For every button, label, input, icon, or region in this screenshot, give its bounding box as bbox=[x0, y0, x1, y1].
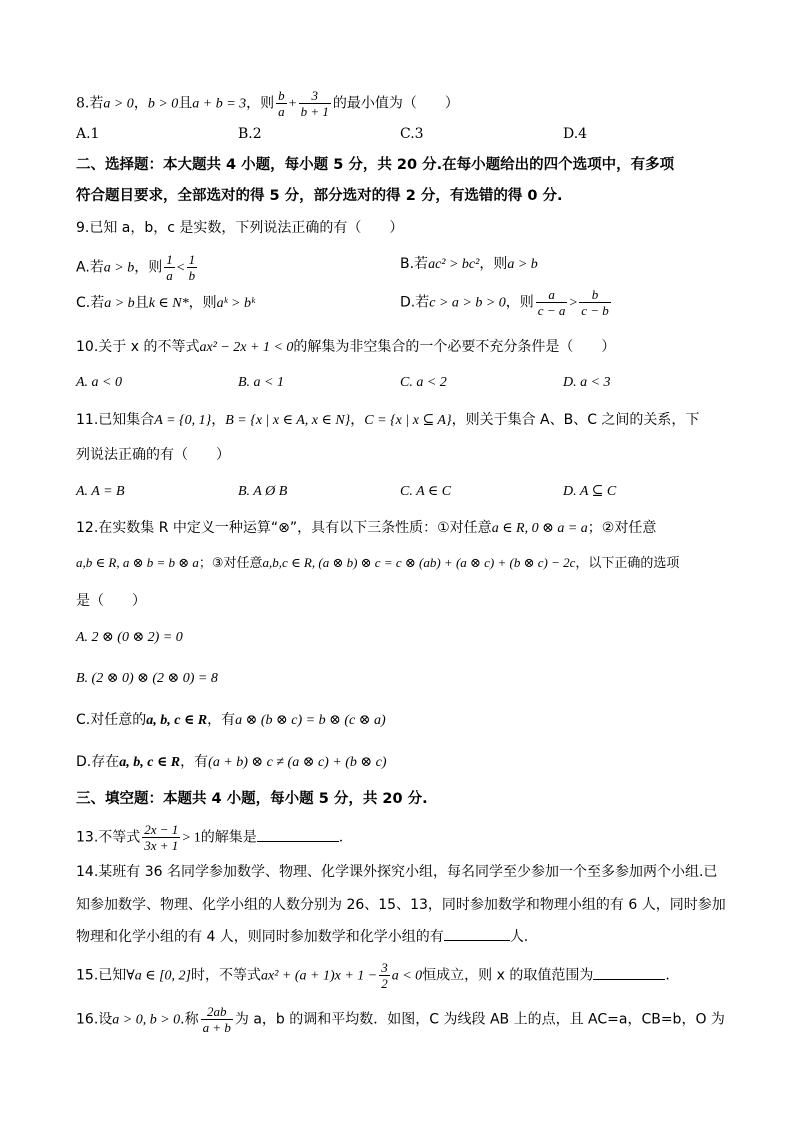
q15-stem: 15.已知∀a ∈ [0, 2]时，不等式ax² + (a + 1)x + 1 − $\frac{3}{2}$ a < 0恒成立，则 x 的取值范围为 . bbox=[76, 960, 670, 991]
q12-stem-line2: a,b ∈ R, a ⊗ b = b ⊗ a；③对任意a,b,c ∈ R, (a ⊗ b) ⊗ c = c ⊗ (ab) + (a ⊗ c) + (b ⊗ c) − 2c，以下正确的选项 bbox=[76, 555, 680, 571]
q8-fraction-3-over-b1: $\frac{3}{b + 1}$ bbox=[300, 88, 329, 119]
q10-option-b: B. a < 1 bbox=[238, 375, 284, 390]
q8-option-c: C.3 bbox=[400, 126, 424, 142]
q10-option-a: A. a < 0 bbox=[76, 375, 122, 390]
q12-stem-line3: 是（ ） bbox=[76, 593, 146, 609]
q11-option-b: B. A Ø B bbox=[238, 484, 288, 499]
q11-stem-line2: 列说法正确的有（ ） bbox=[76, 447, 230, 463]
q11-stem: 11.已知集合A = {0, 1}，B = {x | x ∈ A, x ∈ N}，C = {x | x ⊆ A}，则关于集合 A、B、C 之间的关系，下 bbox=[76, 412, 700, 428]
q11-option-c: C. A ∈ C bbox=[400, 484, 452, 499]
q10-stem: 10.关于 x 的不等式ax² − 2x + 1 < 0的解集为非空集合的一个必要不充分条件是（ ） bbox=[76, 339, 616, 355]
q13-answer-blank[interactable] bbox=[257, 841, 339, 842]
q8-fraction-b-over-a: $\frac{b}{a}$ bbox=[278, 88, 285, 119]
q14-stem-line3: 物理和化学小组的有 4 人，则同时参加数学和化学小组的有 人. bbox=[76, 929, 529, 945]
q9-option-c: C.若a > b且k ∈ N*，则aᵏ > bᵏ bbox=[76, 295, 255, 311]
q12-stem-line1: 12.在实数集 R 中定义一种运算“⊗”，具有以下三条性质：①对任意a ∈ R, 0 ⊗ a = a；②对任意 bbox=[76, 520, 657, 536]
q12-option-a: A. 2 ⊗ (0 ⊗ 2) = 0 bbox=[76, 630, 183, 645]
q11-option-d: D. A ⊆ C bbox=[563, 484, 617, 499]
q9-option-d: D.若c > a > b > 0，则 $\frac{a}{c - a}$ > $\frac{b}{c - b}$ bbox=[400, 287, 609, 318]
q9-stem: 9.已知 a，b，c 是实数，下列说法正确的有（ ） bbox=[76, 220, 404, 236]
section2-header-line1: 二、选择题：本大题共 4 小题，每小题 5 分，共 20 分.在每小题给出的四个选项中，有多项 bbox=[76, 157, 675, 173]
q12-option-b: B. (2 ⊗ 0) ⊗ (2 ⊗ 0) = 8 bbox=[76, 671, 218, 686]
section2-header-line2: 符合题目要求，全部选对的得 5 分，部分选对的得 2 分，有选错的得 0 分. bbox=[76, 188, 563, 204]
section3-header: 三、填空题：本题共 4 小题，每小题 5 分，共 20 分. bbox=[76, 791, 428, 807]
q8-option-d: D.4 bbox=[563, 126, 588, 142]
q8-option-b: B.2 bbox=[238, 126, 262, 142]
q14-answer-blank[interactable] bbox=[444, 940, 510, 941]
q15-answer-blank[interactable] bbox=[593, 979, 665, 980]
q8-option-a: A.1 bbox=[76, 126, 100, 142]
q16-stem: 16.设a > 0, b > 0.称 $\frac{2ab}{a + b}$ 为 a，b 的调和平均数．如图，C 为线段 AB 上的点，且 AC=a，CB=b，O 为 bbox=[76, 1004, 725, 1035]
q10-option-c: C. a < 2 bbox=[400, 375, 447, 390]
q11-option-a: A. A = B bbox=[76, 484, 125, 499]
q14-stem-line2: 知参加数学、物理、化学小组的人数分别为 26、15、13，同时参加数学和物理小组的有 6 人，同时参加 bbox=[76, 897, 726, 913]
q10-option-d: D. a < 3 bbox=[563, 375, 611, 390]
q13-stem: 13.不等式 $\frac{2x - 1}{3x + 1}$ > 1的解集是 . bbox=[76, 822, 344, 853]
q14-stem-line1: 14.某班有 36 名同学参加数学、物理、化学课外探究小组，每名同学至少参加一个至多参加两个小组.已 bbox=[76, 864, 718, 880]
q8-stem: 8.若a > 0，b > 0且a + b = 3，则 $\frac{b}{a}$ + $\frac{3}{b + 1}$ 的最小值为（ ） bbox=[76, 88, 459, 119]
q9-option-a: A.若a > b，则 $\frac{1}{a}$ < $\frac{1}{b}$ bbox=[76, 252, 196, 283]
q12-option-d: D.存在a, b, c ∈ R，有(a + b) ⊗ c ≠ (a ⊗ c) + (b ⊗ c) bbox=[76, 754, 387, 770]
q9-option-b: B.若ac² > bc²，则a > b bbox=[400, 256, 538, 272]
q12-option-c: C.对任意的a, b, c ∈ R，有a ⊗ (b ⊗ c) = b ⊗ (c ⊗ a) bbox=[76, 712, 386, 728]
